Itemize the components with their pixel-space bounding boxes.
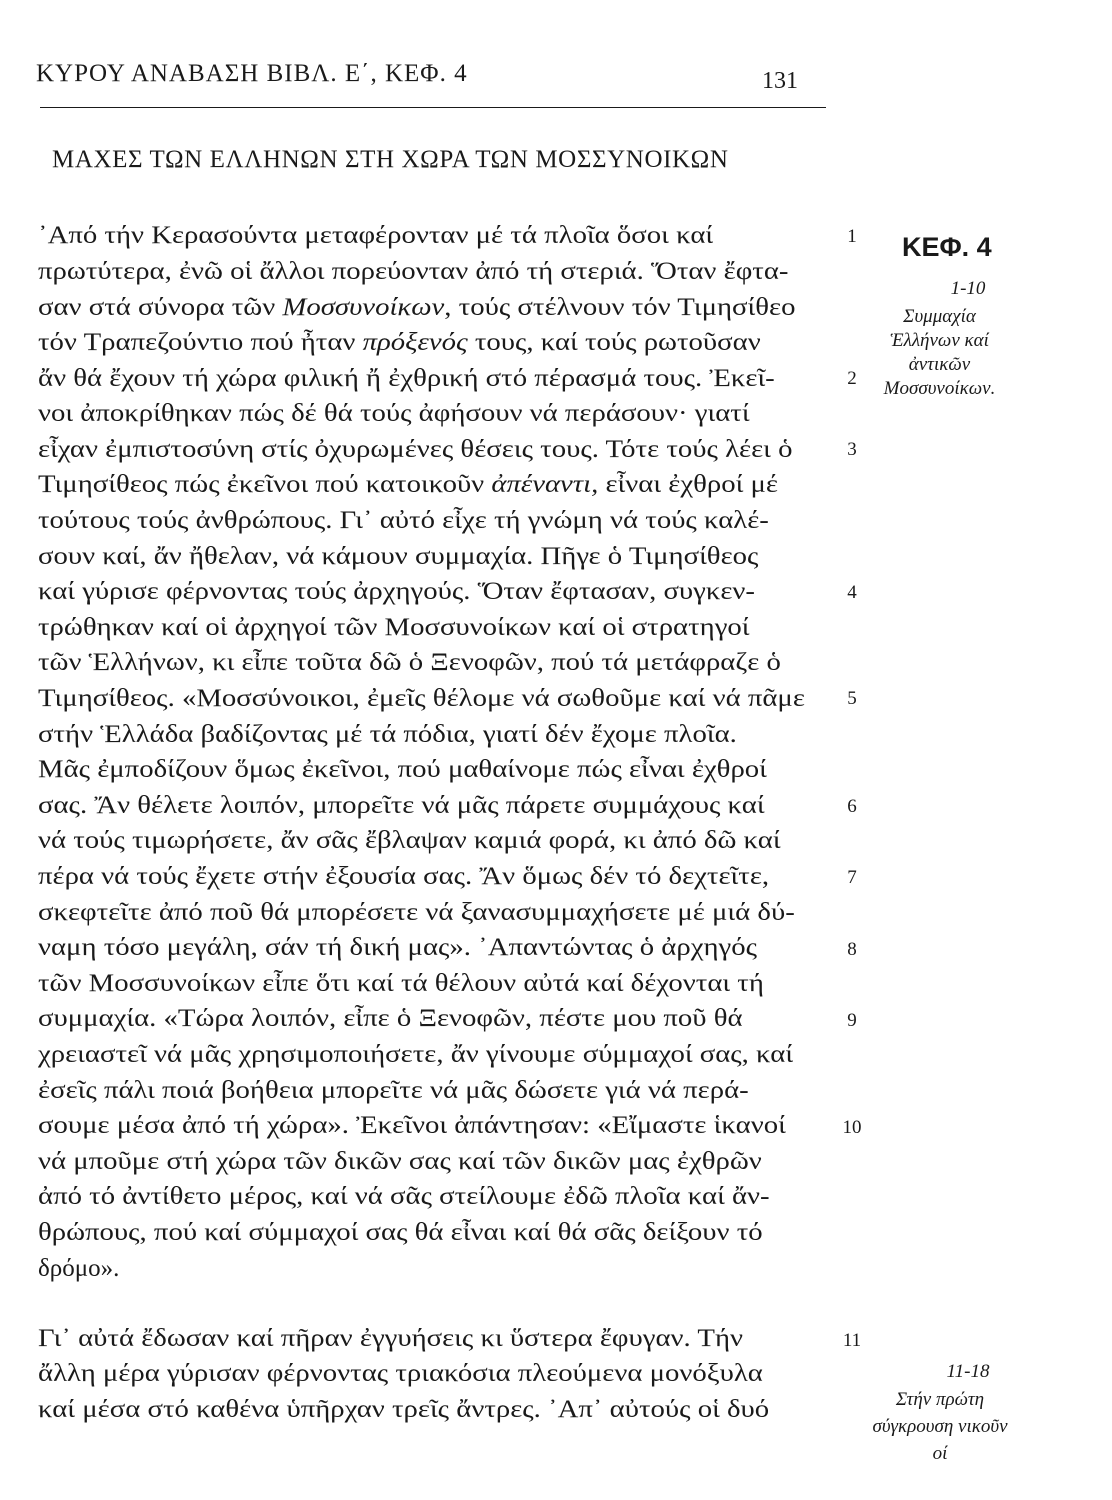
text-line (38, 471, 778, 499)
text-line: ναμη τόσο μεγάλη, σάν τή δική μας». ᾿Απαντώντας ὁ ἀρχηγός (38, 934, 757, 961)
text-span: , τούς στέλνουν τόν Τιμησίθεο (444, 294, 796, 321)
text-line (38, 294, 796, 322)
text-line: πέρα νά τούς ἔχετε στήν ἐξουσία σας. Ἄν ὅμως δέν τό δεχτεῖτε, (38, 863, 770, 890)
section-number: 4 (847, 582, 857, 603)
margin-note-1: Συμμαχία Ἑλλήνων καί ἀντικῶν Μοσσυνοίκων. (883, 306, 996, 399)
text-line: Μᾶς ἐμποδίζουν ὅμως ἐκεῖνοι, πού μαθαίνομε πώς εἶναι ἐχθροί (38, 756, 767, 783)
text-line: ᾿Από τήν Κερασούντα μεταφέρονταν μέ τά πλοῖα ὅσοι καί (38, 222, 714, 249)
text-line: σας. Ἄν θέλετε λοιπόν, μπορεῖτε νά μᾶς πάρετε συμμάχους καί (38, 792, 765, 819)
text-line: θρώπους, πού καί σύμμαχοί σας θά εἶναι καί θά σᾶς δείξουν τό (38, 1219, 763, 1246)
section-number: 5 (847, 688, 857, 709)
text-span: τους, καί τούς ρωτοῦσαν (467, 329, 761, 356)
text-line (38, 329, 761, 357)
text-line: ἐσεῖς πάλι ποιά βοήθεια μπορεῖτε νά μᾶς δώσετε γιά νά περά- (38, 1077, 749, 1104)
text-line: σουν καί, ἄν ἤθελαν, νά κάμουν συμμαχία. Πῆγε ὁ Τιμησίθεος (38, 543, 759, 570)
text-span: Τιμησίθεος πώς ἐκεῖνοι πού κατοικοῦν (38, 471, 492, 498)
text-line: Γι᾿ αὐτά ἔδωσαν καί πῆραν ἐγγυήσεις κι ὕστερα ἔφυγαν. Τήν (38, 1325, 743, 1352)
section-number: 10 (842, 1117, 862, 1138)
text-line: τῶν Μοσσυνοίκων εἶπε ὅτι καί τά θέλουν αὐτά καί δέχονται τή (38, 970, 764, 997)
text-line: ἀπό τό ἀντίθετο μέρος, καί νά σᾶς στείλουμε ἐδῶ πλοῖα καί ἄν- (38, 1183, 770, 1210)
text-line: νά τούς τιμωρήσετε, ἄν σᾶς ἔβλαψαν καμιά φορά, κι ἀπό δῶ καί (38, 827, 781, 854)
margin-range-2: 11-18 (946, 1361, 990, 1382)
text-span: εἶναι ἐχθροί μέ (598, 471, 779, 498)
text-line: τούτους τούς ἀνθρώπους. Γι᾿ αὐτό εἶχε τή γνώμη νά τούς καλέ- (38, 507, 769, 534)
page-number: 131 (762, 68, 798, 94)
section-number: 8 (847, 939, 857, 960)
text-line: καί γύρισε φέρνοντας τούς ἀρχηγούς. Ὅταν ἔφτασαν, συγκεν- (38, 578, 756, 605)
text-line: ἄν θά ἔχουν τή χώρα φιλική ἤ ἐχθρική στό πέρασμά τους. Ἐκεῖ- (38, 365, 775, 392)
text-line: πρωτύτερα, ἐνῶ οἱ ἄλλοι πορεύονταν ἀπό τή στεριά. Ὅταν ἔφτα- (38, 258, 789, 285)
text-span: σαν στά σύνορα τῶν (38, 294, 283, 321)
chapter-label: ΚΕΦ. 4 (902, 232, 992, 262)
text-line: εἶχαν ἐμπιστοσύνη στίς ὀχυρωμένες θέσεις τους. Τότε τούς λέει ὁ (38, 436, 793, 463)
text-line: τῶν Ἑλλήνων, κι εἶπε τοῦτα δῶ ὁ Ξενοφῶν, πού τά μετάφραζε ὁ (38, 649, 781, 676)
running-header-title: ΚΥΡΟΥ ΑΝΑΒΑΣΗ ΒΙΒΛ. Ε΄, ΚΕΦ. 4 (36, 60, 468, 87)
italic-term: Μοσσυνοίκων (282, 294, 445, 321)
section-number: 7 (847, 867, 857, 888)
section-number: 6 (847, 796, 857, 817)
italic-term: ἀπέναντι, (491, 471, 599, 498)
text-line: σκεφτεῖτε ἀπό ποῦ θά μπορέσετε νά ξανασυμμαχήσετε μέ μιά δύ- (38, 899, 795, 926)
text-line: καί μέσα στό καθένα ὑπῆρχαν τρεῖς ἄντρες. ᾿Απ᾿ αὐτούς οἱ δυό (38, 1396, 770, 1423)
margin-note-2: Στήν πρώτη σύγκρουση νικοῦν οί (872, 1389, 1008, 1464)
section-number: 11 (842, 1330, 862, 1351)
text-line: ἄλλη μέρα γύρισαν φέρνοντας τριακόσια πλεούμενα μονόξυλα (38, 1360, 763, 1387)
text-line: συμμαχία. «Τώρα λοιπόν, εἶπε ὁ Ξενοφῶν, πέστε μου ποῦ θά (38, 1005, 743, 1032)
text-line: νά μποῦμε στή χώρα τῶν δικῶν σας καί τῶν δικῶν μας ἐχθρῶν (38, 1148, 762, 1175)
text-line: νοι ἀποκρίθηκαν πώς δέ θά τούς ἀφήσουν νά περάσουν· γιατί (38, 400, 750, 427)
chapter-heading: ΜΑΧΕΣ ΤΩΝ ΕΛΛΗΝΩΝ ΣΤΗ ΧΩΡΑ ΤΩΝ ΜΟΣΣΥΝΟΙΚΩΝ (52, 146, 729, 173)
text-span: τόν Τραπεζούντιο πού ἦταν (38, 329, 363, 356)
section-number: 2 (847, 368, 857, 389)
text-line: σουμε μέσα ἀπό τή χώρα». Ἐκεῖνοι ἀπάντησαν: «Εἴμαστε ἱκανοί (38, 1112, 786, 1139)
text-line: δρόμο». (38, 1255, 120, 1282)
margin-range-1: 1-10 (950, 278, 986, 299)
text-line: στήν Ἑλλάδα βαδίζοντας μέ τά πόδια, γιατί δέν ἔχομε πλοῖα. (38, 721, 737, 748)
section-number: 1 (847, 226, 857, 247)
section-number: 9 (847, 1010, 857, 1031)
text-line: τρώθηκαν καί οἱ ἀρχηγοί τῶν Μοσσυνοίκων καί οἱ στρατηγοί (38, 614, 750, 641)
section-number: 3 (847, 439, 857, 460)
text-line: χρειαστεῖ νά μᾶς χρησιμοποιήσετε, ἄν γίνουμε σύμμαχοί σας, καί (38, 1041, 794, 1068)
italic-term: πρόξενός (362, 329, 468, 356)
header-rule (40, 107, 826, 108)
text-line: Τιμησίθεος. «Μοσσύνοικοι, ἐμεῖς θέλομε νά σωθοῦμε καί νά πᾶμε (38, 685, 805, 712)
